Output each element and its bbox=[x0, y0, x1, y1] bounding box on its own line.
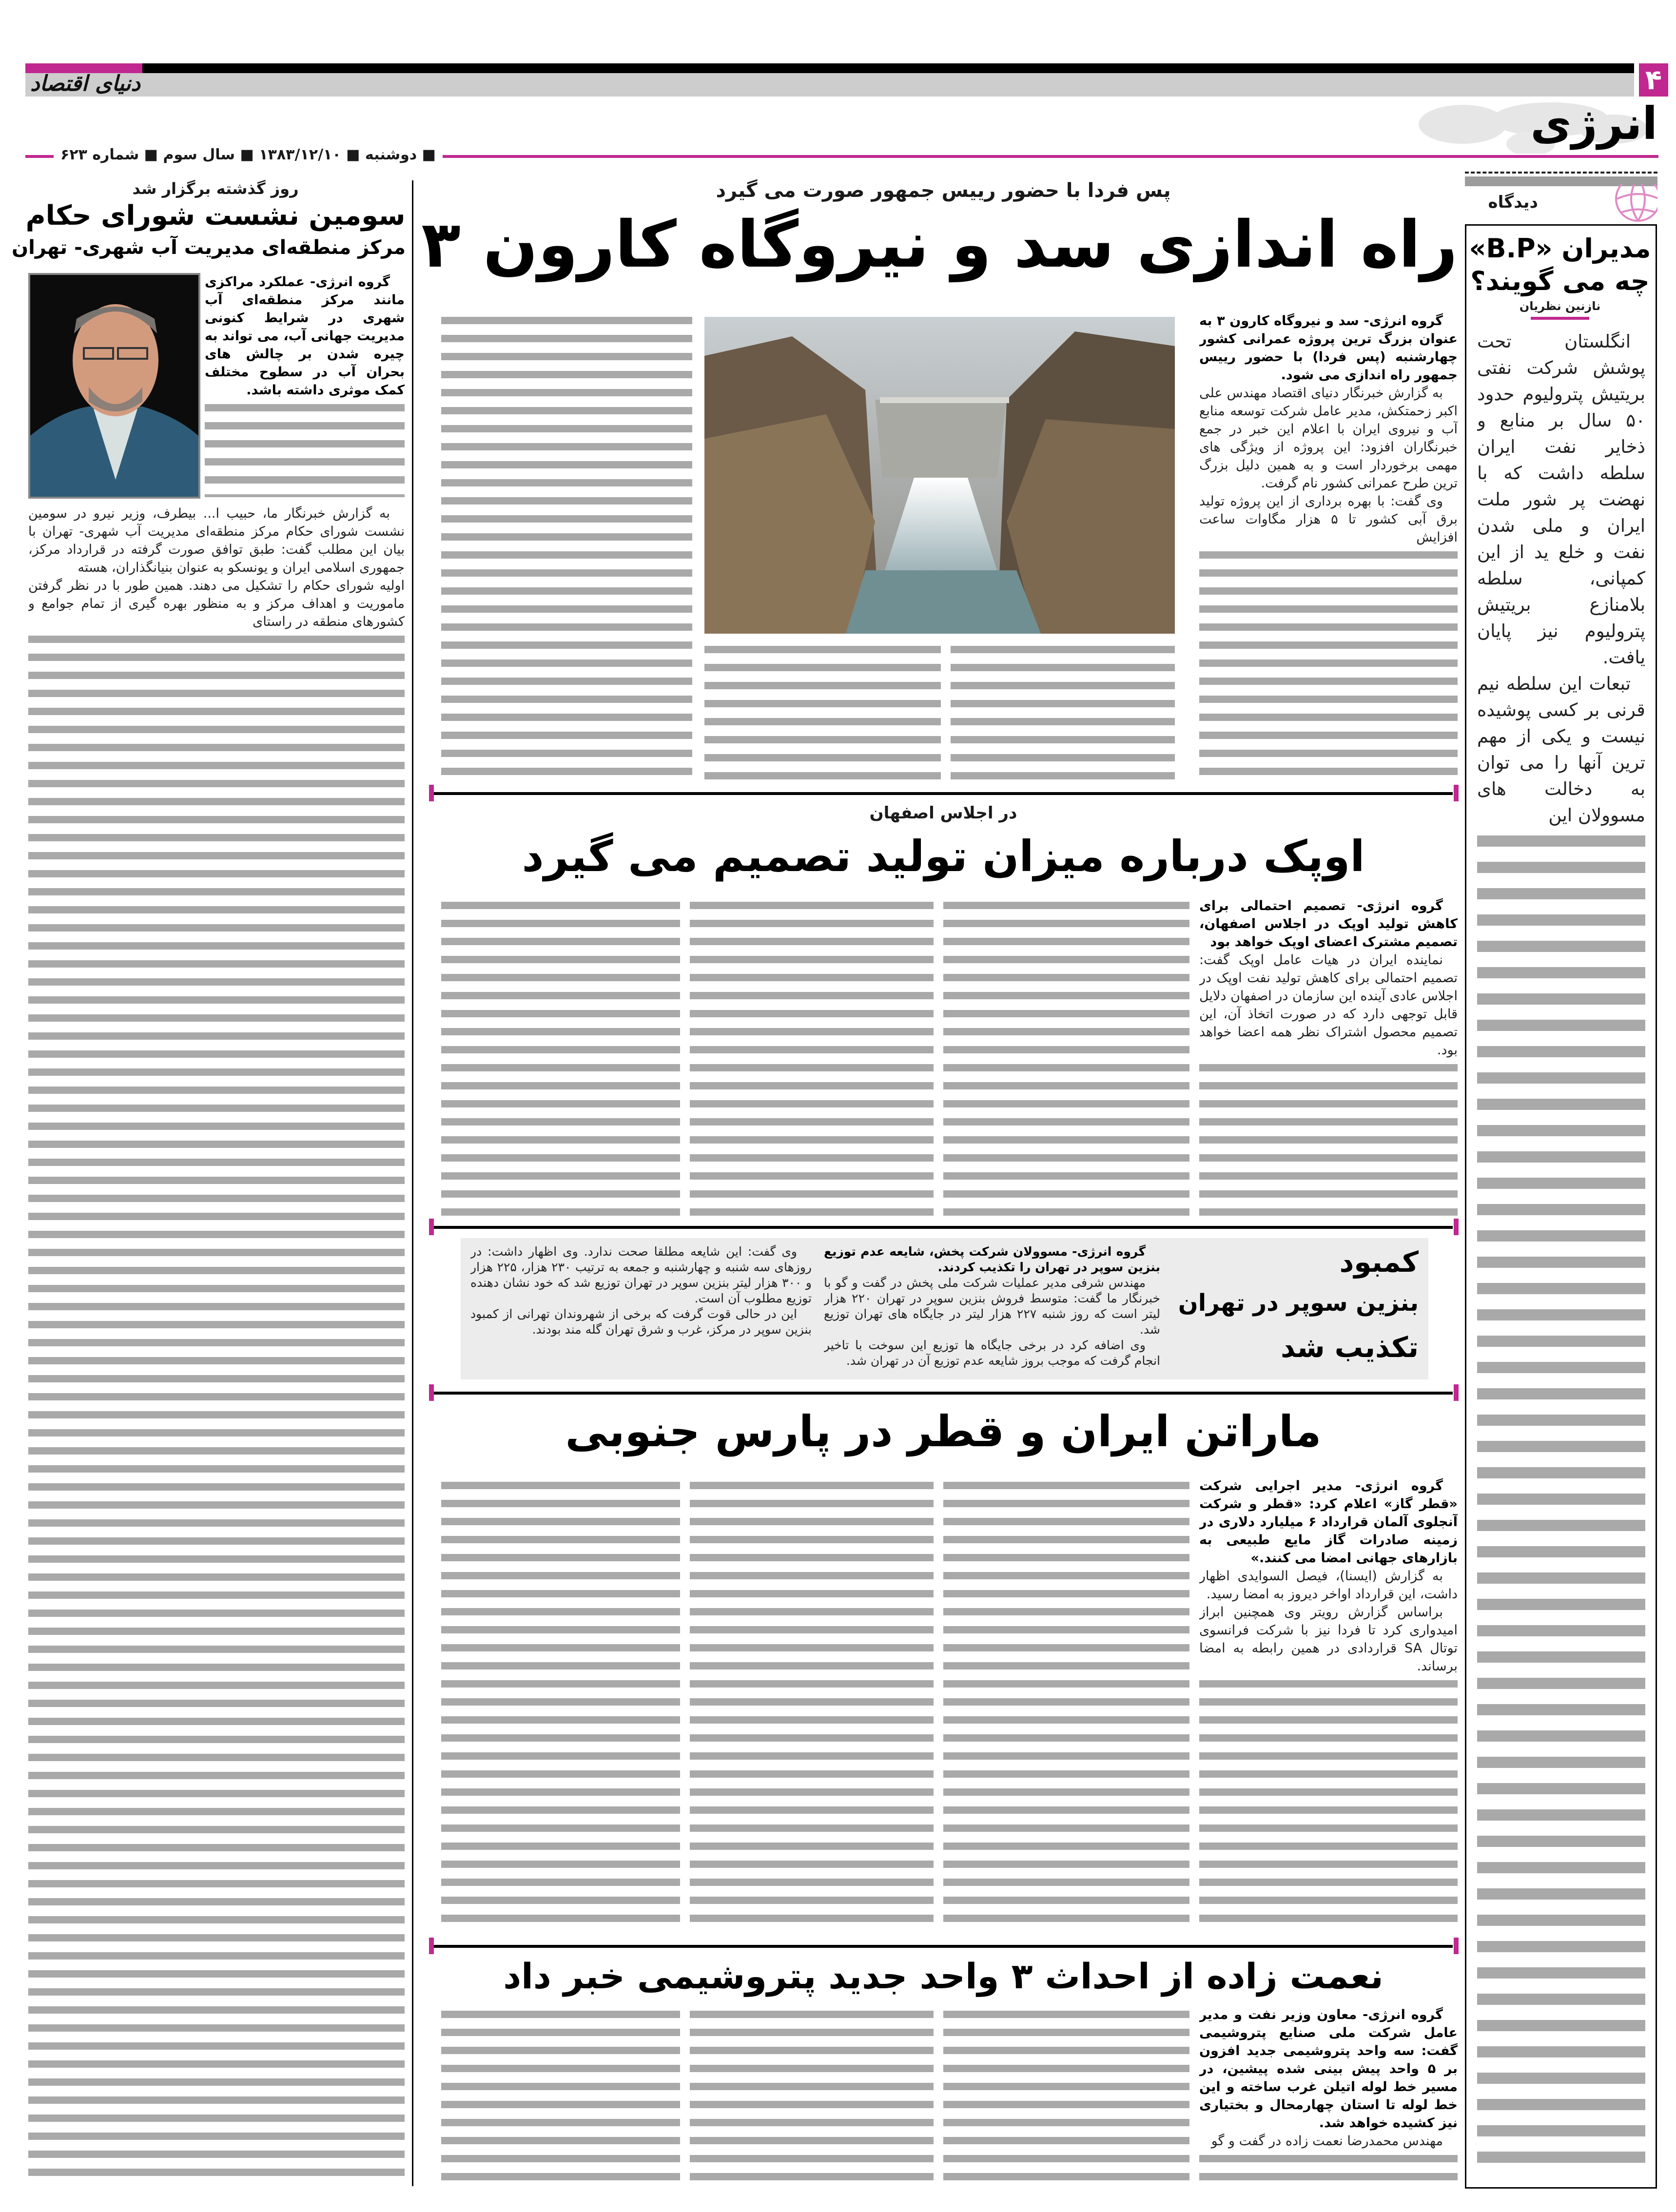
divider-cap bbox=[1454, 1938, 1459, 1954]
paragraph: مهندس شرفی مدیر عملیات شرکت ملی پخش در گفت و گو با خبرنگار ما گفت: متوسط فروش بنزین سوپر در تهران ۲۲۰ هزار لیتر است که روز شنبه ۲۲۷ هزار لیتر در جایگاه های تهران توزیع شد. bbox=[824, 1276, 1160, 1337]
marathon-column-1 bbox=[1199, 1477, 1458, 1930]
text-filler bbox=[951, 641, 1175, 780]
text-filler bbox=[441, 2006, 680, 2191]
petro-lead: گروه انرژی- معاون وزیر نفت و مدیر عامل شرکت ملی صنایع پتروشیمی گفت: سه واحد پتروشیمی جدید افزون بر ۵ واحد پیش بینی شده پیشین، در مسیر خط لوله اتیلن غرب ساخته و این خط لوله تا استان چهارمحال و بختیاری نیز کشیده خواهد شد. bbox=[1199, 2007, 1458, 2131]
header-black-bar bbox=[25, 63, 1634, 73]
paragraph: وی اضافه کرد در برخی جایگاه ها توزیع این سوخت با تاخیر انجام گرفت که موجب بروز شایعه عدم توزیع آن در تهران شد. bbox=[824, 1338, 1160, 1368]
opec-column-2 bbox=[943, 897, 1189, 1219]
council-headline-line2: مرکز منطقه‌ای مدیریت آب شهری- تهران bbox=[12, 236, 406, 259]
text-filler bbox=[441, 897, 680, 1219]
header-gray-band bbox=[25, 73, 1634, 97]
opinion-label: دیدگاه bbox=[1488, 193, 1538, 212]
opinion-title-line2: چه می گویند؟ bbox=[1470, 266, 1650, 296]
text-filler bbox=[1477, 829, 1645, 2176]
divider-cap bbox=[1454, 785, 1459, 801]
marathon-column-4 bbox=[441, 1477, 680, 1930]
petro-column-2 bbox=[943, 2006, 1189, 2191]
karun-dam-photo bbox=[704, 317, 1175, 634]
text-filler bbox=[1199, 2150, 1458, 2191]
divider-cap bbox=[1454, 1219, 1459, 1235]
council-headline-line1: سومین نشست شورای حکام bbox=[25, 200, 406, 232]
karun-column-3 bbox=[704, 641, 941, 780]
minister-photo bbox=[28, 273, 200, 499]
paragraph: وی گفت: با بهره برداری از این پروژه تولید برق آبی کشور تا ۵ هزار مگاوات ساعت افزایش bbox=[1199, 494, 1458, 545]
karun-column-2 bbox=[951, 641, 1175, 780]
divider-cap bbox=[429, 785, 434, 801]
opinion-title-line1: مدیران «B.P» bbox=[1469, 233, 1651, 264]
text-filler bbox=[690, 897, 934, 1219]
gasoline-headline-line2: بنزین سوپر در تهران bbox=[1178, 1289, 1419, 1317]
opinion-dashed-line bbox=[1465, 172, 1657, 174]
marathon-lead: گروه انرژی- مدیر اجرایی شرکت «قطر گاز» اعلام کرد: «قطر و شرکت آنجلوی آلمان قرارداد ۶ میلیارد دلاری در زمینه صادرات گاز مایع طبیعی به بازارهای جهانی امضا می کنند.» bbox=[1199, 1478, 1458, 1566]
council-lead: گروه انرژی- عملکرد مراکزی مانند مرکز منطقه‌ای آب شهری در شرایط کنونی مدیریت جهانی آب، می تواند به چیره شدن بر چالش های بحران آب در سطوح مختلف کمک موثری داشته باشد. bbox=[205, 274, 405, 398]
petro-headline: نعمت زاده از احداث ۳ واحد جدید پتروشیمی خبر داد bbox=[503, 1956, 1384, 1997]
text-filler bbox=[943, 897, 1189, 1219]
opec-lead: گروه انرژی- تصمیم احتمالی برای کاهش تولید اوپک در اجلاس اصفهان، تصمیم مشترک اعضای اوپک خواهد بود bbox=[1199, 898, 1458, 950]
marathon-column-3 bbox=[690, 1477, 934, 1930]
column-divider bbox=[412, 180, 413, 2186]
opec-kicker: در اجلاس اصفهان bbox=[869, 803, 1017, 823]
divider-cap bbox=[429, 1938, 434, 1954]
section-divider bbox=[434, 1226, 1453, 1229]
opinion-author: نازنین نظریان bbox=[1519, 299, 1601, 313]
text-filler bbox=[28, 631, 405, 2186]
gasoline-headline-line1: کمبود bbox=[1339, 1245, 1419, 1279]
paragraph: تبعات این سلطه نیم قرنی بر کسی پوشیده نیست و یکی از مهم ترین آنها را می توان به دخالت های مسوولان این bbox=[1477, 673, 1645, 826]
karun-headline: راه اندازی سد و نیروگاه کارون ۳ bbox=[421, 207, 1458, 282]
section-divider bbox=[434, 792, 1453, 795]
text-filler bbox=[441, 312, 692, 780]
karun-kicker: پس فردا با حضور رییس جمهور صورت می گیرد bbox=[716, 179, 1171, 202]
paragraph: انگلستان تحت پوشش شرکت نفتی بریتیش پترولیوم حدود ۵۰ سال بر منابع و ذخایر نفت ایران سلطه داشت که با نهضت پر شور ملت ایران و ملی شدن نفت و خلع ید از این کمپانی، سلطه بلامنازع بریتیش پترولیوم نیز پایان یافت. bbox=[1477, 331, 1645, 668]
section-divider bbox=[434, 1392, 1453, 1395]
issue-date-line: ■ دوشنبه ■ ۱۳۸۳/۱۲/۱۰ ■ سال سوم ■ شماره ۶۲۳ bbox=[54, 146, 443, 163]
opec-column-3 bbox=[690, 897, 934, 1219]
newspaper-logo: دنیای اقتصاد bbox=[30, 71, 140, 96]
paragraph: وی گفت: این شایعه مطلقا صحت ندارد. وی اظهار داشت: در روزهای سه شنبه و چهارشنبه و جمعه به ترتیب ۲۳۰ هزار، ۲۲۵ هزار و ۳۰۰ هزار لیتر بنزین سوپر در تهران توزیع شد که خود نشان دهنده توزیع مطلوب آن است. bbox=[470, 1244, 812, 1305]
council-body bbox=[28, 504, 405, 2186]
text-filler bbox=[1199, 1059, 1458, 1219]
marathon-column-2 bbox=[943, 1477, 1189, 1930]
opec-headline: اوپک درباره میزان تولید تصمیم می گیرد bbox=[522, 831, 1365, 881]
gasoline-lead: گروه انرژی- مسوولان شرکت پخش، شایعه عدم توزیع بنزین سوپر در تهران را تکذیب کردند. bbox=[824, 1244, 1160, 1274]
text-filler bbox=[704, 641, 941, 780]
text-filler bbox=[943, 1477, 1189, 1930]
text-filler bbox=[1199, 1675, 1458, 1930]
petro-column-3 bbox=[690, 2006, 934, 2191]
text-filler bbox=[690, 1477, 934, 1930]
page-number: ۴ bbox=[1645, 64, 1662, 96]
paragraph: براساس گزارش رویتر وی همچنین ابراز امیدواری کرد تا فردا نیز با شرکت فرانسوی توتال SA قراردادی در همین رابطه به امضا برساند. bbox=[1199, 1605, 1458, 1674]
divider-cap bbox=[429, 1219, 434, 1235]
text-filler bbox=[690, 2006, 934, 2191]
petro-column-4 bbox=[441, 2006, 680, 2191]
author-underline bbox=[1531, 317, 1589, 320]
marathon-headline: ماراتن ایران و قطر در پارس جنوبی bbox=[565, 1406, 1322, 1456]
opinion-body bbox=[1477, 329, 1645, 2176]
petro-column-1 bbox=[1199, 2006, 1458, 2191]
divider-cap bbox=[1454, 1384, 1459, 1401]
karun-column-4 bbox=[441, 312, 692, 780]
text-filler bbox=[205, 399, 405, 497]
text-filler bbox=[1199, 546, 1458, 780]
opec-column-4 bbox=[441, 897, 680, 1219]
paragraph: نماینده ایران در هیات عامل اوپک گفت: تصمیم احتمالی برای کاهش تولید نفت اوپک در اجلاس عادی آینده این سازمان در اصفهان دلایل قابل توجهی دارد که در صورت اتخاذ آن، این تصمیم محصول اشتراک نظر همه اعضا خواهد بود. bbox=[1199, 952, 1458, 1058]
council-kicker: روز گذشته برگزار شد bbox=[132, 179, 299, 198]
section-title: انرژی bbox=[1530, 97, 1657, 150]
paragraph: اولیه شورای حکام را تشکیل می دهند. همین طور با در نظر گرفتن ماموریت و اهداف مرکز و به منظور بهره گیری از تمام جوامع و کشورهای منطقه در راستای bbox=[28, 578, 405, 629]
opec-column-1 bbox=[1199, 897, 1458, 1219]
karun-lead: گروه انرژی- سد و نیروگاه کارون ۳ به عنوان بزرگ ترین پروژه عمرانی کشور چهارشنبه (پس فردا) با حضور رییس جمهور راه اندازی می شود. bbox=[1199, 313, 1458, 383]
gasoline-headline-line3: تکذیب شد bbox=[1281, 1331, 1419, 1364]
paragraph: به گزارش (ایسنا)، فیصل السوایدی اظهار داشت، این قرارداد اواخر دیروز به امضا رسید. bbox=[1199, 1569, 1458, 1602]
text-filler bbox=[943, 2006, 1189, 2191]
karun-column-1 bbox=[1199, 312, 1458, 780]
gasoline-column-1 bbox=[824, 1244, 1160, 1376]
page-number-box bbox=[1639, 63, 1668, 97]
text-filler bbox=[441, 1477, 680, 1930]
paragraph: به گزارش خبرنگار ما، حبیب ا... بیطرف، وزیر نیرو در سومین نشست شورای حکام مرکز منطقه‌ای مدیریت آب شهری- تهران با بیان این مطلب گفت: طبق توافق صورت گرفته در قرارداد مرکز، جمهوری اسلامی ایران و یونسکو به عنوان بنیانگذاران، هسته bbox=[28, 506, 405, 575]
paragraph: این در حالی قوت گرفت که برخی از شهروندان تهرانی از کمبود بنزین سوپر در مرکز، غرب و شرق تهران گله مند بودند. bbox=[470, 1307, 812, 1337]
globe-icon bbox=[1611, 184, 1657, 223]
paragraph: به گزارش خبرنگار دنیای اقتصاد مهندس علی اکبر زحمتکش، مدیر عامل شرکت توسعه منابع آب و نیروی ایران با اعلام این خبر در جمع خبرنگاران افزود: این پروژه از ویژگی های مهمی برخوردار است و به همین دلیل بزرگ ترین طرح عمرانی کشور نام گرفت. bbox=[1199, 386, 1458, 491]
council-lead-column bbox=[205, 273, 405, 497]
paragraph: مهندس محمدرضا نعمت زاده در گفت و گو bbox=[1211, 2134, 1443, 2149]
section-divider bbox=[434, 1945, 1453, 1948]
gasoline-column-2 bbox=[470, 1244, 812, 1376]
divider-cap bbox=[429, 1384, 434, 1401]
